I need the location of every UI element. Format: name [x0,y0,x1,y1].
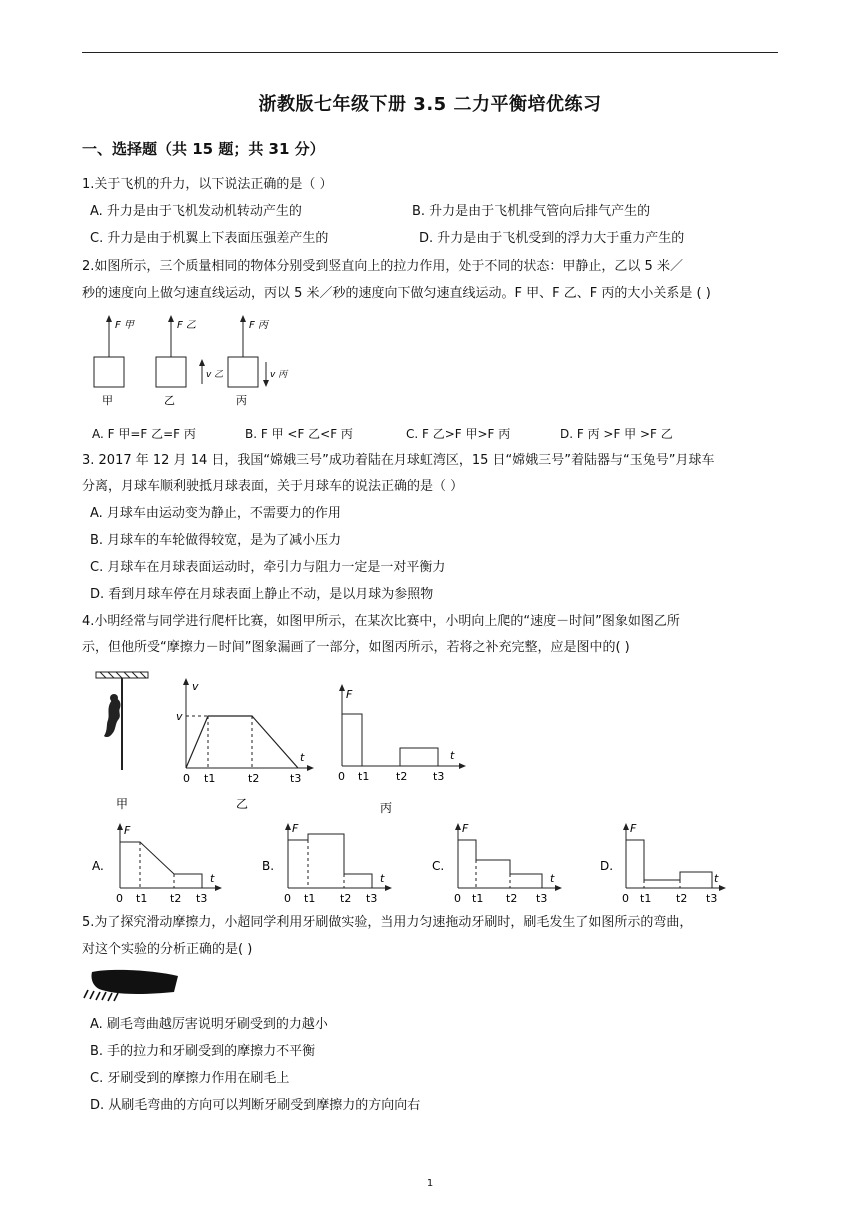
q4-option-d-label: D. [600,859,614,873]
figure-jia-climber [96,672,148,770]
ft-axis-t: t [450,749,455,762]
question-5-toothbrush-figure [82,966,182,1006]
question-4-options-figure [88,818,738,910]
question-5-stem-line1: 5.为了探究滑动摩擦力，小超同学利用牙刷做实验，当用力匀速拖动牙刷时，刷毛发生了如图所示的弯曲， [82,915,693,930]
question-1-option-a: A. 升力是由于飞机发动机转动产生的 [90,204,302,219]
vt-t2: t2 [248,772,260,785]
svg-text:0: 0 [454,892,461,905]
question-1-option-d: D. 升力是由于飞机受到的浮力大于重力产生的 [419,231,685,246]
question-5-option-b: B. 手的拉力和牙刷受到的摩擦力不平衡 [90,1044,316,1059]
question-3-option-b: B. 月球车的车轮做得较宽，是为了减小压力 [90,533,342,548]
question-4-stem-line1: 4.小明经常与同学进行爬杆比赛，如图甲所示，在某次比赛中，小明向上爬的“速度－时间”图象如图乙所 [82,614,680,629]
svg-text:t: t [210,872,215,885]
vt-axis-t: t [300,751,305,764]
vt-axis-v: v [192,680,199,693]
svg-text:t2: t2 [676,892,688,905]
question-2-option-a: A. F 甲=F 乙=F 丙 [92,427,196,441]
q4-option-b-label: B. [262,859,275,873]
q4-option-c-label: C. [432,859,445,873]
svg-text:F: F [630,822,637,835]
box-yi [156,357,186,387]
question-3-stem-line2: 分离，月球车顺利驶抵月球表面，关于月球车的说法正确的是（ ） [82,479,464,494]
box-label-jia: 甲 [102,394,113,407]
svg-text:0: 0 [116,892,123,905]
section-heading: 一、选择题（共 15 题；共 31 分） [82,140,325,158]
page-title: 浙教版七年级下册 3.5 二力平衡培优练习 [258,94,602,115]
question-4-figure-main [90,668,480,820]
svg-text:t3: t3 [196,892,208,905]
ft-origin: 0 [338,770,345,783]
question-3-stem-line1: 3. 2017 年 12 月 14 日，我国“嫦娥三号”成功着陆在月球虹湾区，15 日“嫦娥三号”着陆器与“玉兔号”月球车 [82,453,715,468]
svg-text:F: F [292,822,299,835]
vt-t3: t3 [290,772,302,785]
question-1-stem: 1.关于飞机的升力，以下说法正确的是（ ） [82,177,333,192]
velocity-label-bing: v 丙 [270,370,288,380]
svg-text:F: F [124,824,131,837]
box-jia [94,357,124,387]
force-label-bing: F 丙 [249,320,268,331]
velocity-label-yi: v 乙 [206,370,224,380]
question-5-option-d: D. 从刷毛弯曲的方向可以判断牙刷受到摩擦力的方向向右 [90,1098,421,1113]
svg-text:t2: t2 [340,892,352,905]
figure-label-yi: 乙 [236,797,249,811]
question-1-option-c: C. 升力是由于机翼上下表面压强差产生的 [90,231,329,246]
ft-t3: t3 [433,770,445,783]
vt-origin: 0 [183,772,190,785]
svg-text:0: 0 [284,892,291,905]
svg-text:t1: t1 [640,892,652,905]
q4-option-a-label: A. [92,859,104,873]
vt-level-v: v [176,710,183,723]
question-2-stem-line1: 2.如图所示，三个质量相同的物体分别受到竖直向上的拉力作用，处于不同的状态：甲静止，乙以 5 米／ [82,259,683,274]
question-2-figure [84,312,304,412]
box-label-yi: 乙 [164,394,175,407]
question-2-option-d: D. F 丙 >F 甲 >F 乙 [560,427,673,441]
ft-t1: t1 [358,770,370,783]
box-bing [228,357,258,387]
svg-text:t2: t2 [170,892,182,905]
svg-text:t3: t3 [536,892,548,905]
question-4-stem-line2: 示，但他所受“摩擦力－时间”图象漏画了一部分，如图丙所示，若将之补充完整，应是图中的( ) [82,640,630,655]
svg-text:t3: t3 [706,892,718,905]
vt-t1: t1 [204,772,216,785]
question-1-option-b: B. 升力是由于飞机排气管向后排气产生的 [412,204,651,219]
figure-yi-vt-graph [186,682,310,768]
header-rule [82,52,778,53]
page-number: 1 [426,1178,434,1189]
ft-t2: t2 [396,770,408,783]
question-3-option-d: D. 看到月球车停在月球表面上静止不动，是以月球为参照物 [90,587,434,602]
force-label-yi: F 乙 [177,320,196,331]
box-label-bing: 丙 [236,394,247,407]
svg-text:t1: t1 [304,892,316,905]
question-5-option-a: A. 刷毛弯曲越厉害说明牙刷受到的力越小 [90,1017,328,1032]
question-5-option-c: C. 牙刷受到的摩擦力作用在刷毛上 [90,1071,290,1086]
figure-bing-ft-graph [342,688,462,766]
svg-text:t: t [380,872,385,885]
svg-text:t: t [550,872,555,885]
figure-label-bing: 丙 [380,801,393,815]
question-5-stem-line2: 对这个实验的分析正确的是( ) [82,942,253,957]
svg-text:t3: t3 [366,892,378,905]
question-2-stem-line2: 秒的速度向上做匀速直线运动，丙以 5 米／秒的速度向下做匀速直线运动。F 甲、F 乙、F 丙的大小关系是 ( ) [82,286,711,301]
svg-text:F: F [462,822,469,835]
question-3-option-a: A. 月球车由运动变为静止，不需要力的作用 [90,506,341,521]
figure-label-jia: 甲 [116,797,129,811]
question-2-option-b: B. F 甲 <F 乙<F 丙 [245,427,353,441]
question-2-option-c: C. F 乙>F 甲>F 丙 [406,427,511,441]
svg-text:0: 0 [622,892,629,905]
ft-axis-f: F [346,688,353,701]
svg-text:t1: t1 [136,892,148,905]
svg-text:t1: t1 [472,892,484,905]
force-label-jia: F 甲 [115,320,134,331]
svg-text:t2: t2 [506,892,518,905]
svg-text:t: t [714,872,719,885]
question-3-option-c: C. 月球车在月球表面运动时，牵引力与阻力一定是一对平衡力 [90,560,446,575]
